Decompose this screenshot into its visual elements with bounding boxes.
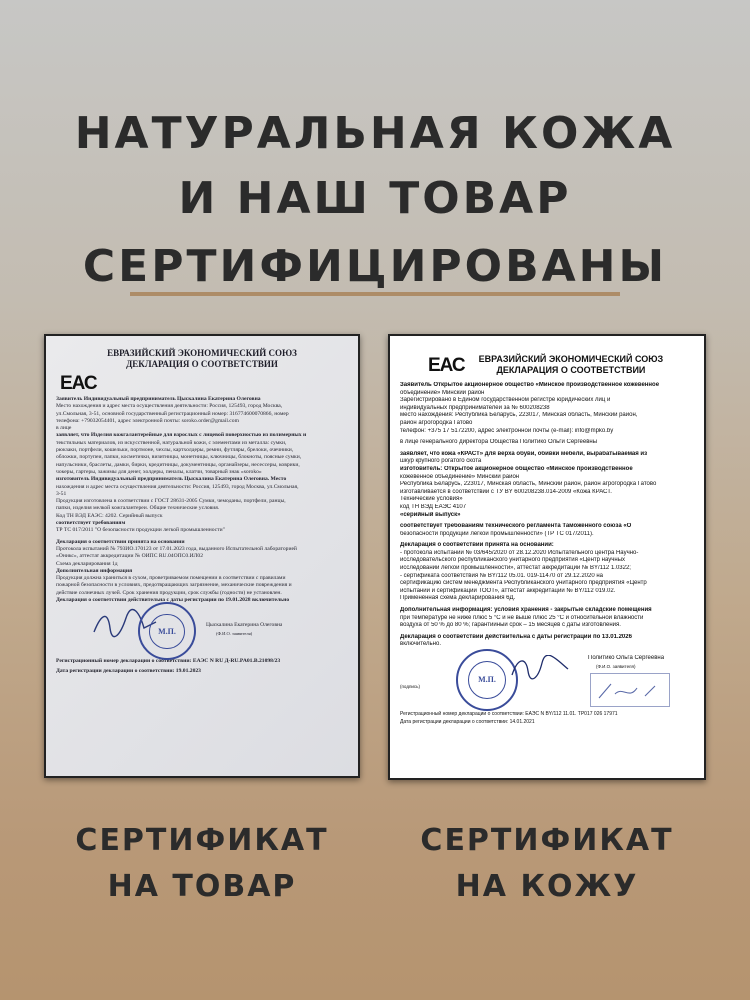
doc-line: действие солнечных лучей. Срок хранения продукции, срок службы (годности) не установлен. (56, 589, 282, 596)
registration-number: Регистрационный номер декларации о соответствии: ЕАЭС N BY/112 11.01. ТР017 026 17971 (400, 711, 618, 717)
doc-header-title: ДЕКЛАРАЦИЯ О СООТВЕТСТВИИ (496, 365, 646, 375)
doc-line: Схема декларирования 1д (56, 560, 118, 567)
doc-line: чокеры, гартеры, зажимы для денег, холдеры, пеналы, клатчи, товарный знак «soroko» (56, 468, 262, 475)
doc-line: кожевенное объединение» Минский район (400, 473, 520, 480)
doc-line: Зарегистрировано в Едином государственном регистре юридических лиц и (400, 397, 611, 404)
doc-line: папки, изделия мелкой кожгалантереи. Общие технические условия. (56, 505, 220, 512)
doc-line: заявляет, что кожа «КРАСТ» для верха обуви, обивки мебели, вырабатываемая из (400, 450, 648, 457)
doc-line: текстильных материалов, из искусственной, натуральной кожи, с элементами из металла: сумки, (56, 439, 287, 446)
doc-line: Продукция изготовлена в соответствии с ГОСТ 28631-2005 Сумки, чемоданы, портфели, ранцы, (56, 498, 286, 505)
doc-line: соответствует требованиям технического регламента Таможенного союза «О (400, 523, 632, 530)
doc-line: Код ТН ВЭД ЕАЭС: 4202. Серийный выпуск (56, 512, 163, 519)
doc-line: Дополнительная информация: условия хранения - закрытые складские помещения (400, 607, 652, 614)
doc-line: Заявитель Открытое акционерное общество «Минское производственное кожевенное (400, 382, 660, 388)
signature-block (400, 649, 694, 711)
headline-line-2: И НАШ ТОВАР (178, 173, 572, 224)
signer-name: Политико Ольга Сергеевна (588, 655, 665, 661)
doc-line: место нахождения: Республика Беларусь, 223017, Минская область, Минский район, (400, 412, 638, 419)
doc-line: телефон: +375 17 5172200, адрес электронной почты (e-mail): info@mpko.by (400, 427, 614, 434)
doc-line: объединение» Минский район (400, 389, 485, 396)
doc-line: исследовательского республиканского унитарного предприятия «Центр научных (400, 557, 625, 564)
doc-line: - протокола испытаний № 03/645/2020 от 28.12.2020 Испытательного центра Научно- (400, 549, 639, 556)
sign-caption: (подпись) (400, 684, 421, 689)
doc-line: «Оникс», аттестат аккредитации № ОИПС RU.04ОПС0.ИЛ02 (56, 553, 204, 560)
caption-leather-certificate-line-1: СЕРТИФИКАТ (420, 823, 674, 858)
doc-line: включительно. (400, 641, 441, 648)
doc-body (56, 396, 348, 604)
doc-header-title: ДЕКЛАРАЦИЯ О СООТВЕТСТВИИ (126, 359, 278, 369)
doc-line: изготовитель: Открытое акционерное общество «Минское производственное (400, 465, 633, 472)
eac-logo-icon: ЕАС (60, 373, 97, 394)
doc-line: 3-51 (56, 490, 67, 497)
leather-certificate-document[interactable] (388, 334, 706, 780)
signer-caption: (Ф.И.О. заявителя) (216, 631, 253, 637)
registration-date: Дата регистрации декларации о соответствии: 19.01.2023 (56, 667, 201, 674)
eac-logo-icon: ЕАС (428, 354, 465, 376)
doc-line: воздуха от 50 % до 80 %; гарантийный срок – 15 месяцев с даты изготовления. (400, 622, 621, 629)
doc-line: ТР ТС 017/2011 "О безопасности продукции легкой промышленности" (56, 527, 225, 534)
doc-line: ул.Смольная, 3-51, основной государственный регистрационный номер: 316774600070866, номер (56, 410, 289, 417)
doc-line: при температуре не ниже плюс 5 °С и не выше плюс 25 °С и относительной влажности (400, 614, 644, 621)
doc-line: «серийный выпуск» (400, 511, 461, 518)
caption-product-certificate-line-2: НА ТОВАР (107, 869, 297, 904)
signer-name: Цыскалина Екатерина Олеговна (206, 622, 283, 629)
registration-date: Дата регистрации декларации о соответствии: 14.01.2021 (400, 718, 535, 725)
doc-line: изготовитель Индивидуальный предприниматель Цыскалина Екатерина Олеговна. Место (56, 476, 287, 483)
doc-line: обложки, портупеи, папки, косметички, визитницы, монетницы, ключницы, блокноты, поясные сумки, (56, 454, 302, 461)
doc-line: Место нахождения и адрес места осуществления деятельности: Россия, 125493, город Москва, (56, 403, 283, 410)
doc-line: Применённая схема декларирования 6Д. (400, 595, 516, 602)
stamp-seal-icon: М.П. (138, 602, 196, 660)
doc-line: соответствует требованиям (56, 520, 126, 527)
doc-line: Декларация о соответствии действительна с даты регистрации по 19.01.2028 включительно (56, 597, 290, 604)
doc-line: Технические условия» (400, 496, 463, 503)
doc-line: в лице генерального директора Общества Политико Ольги Сергеевны (400, 439, 598, 446)
doc-line: заявляет, что Изделия кожгалантерейные для взрослых с лицевой поверхностью из полимерных и (56, 432, 307, 439)
product-certificate-document[interactable] (44, 334, 360, 778)
doc-line: шкур крупного рогатого скота (400, 458, 482, 465)
doc-line: район агрогородка Гатово (400, 419, 473, 426)
doc-line: телефона: +79032054401, адрес электронной почты: soroko.order@gmail.com (56, 417, 239, 424)
doc-line: Декларация о соответствии принята на основании: (400, 542, 554, 549)
doc-line: - сертификата соответствия № BY/112 05.01. 019-11470 от 29.12.2020 на (400, 572, 603, 579)
doc-line: пожарной безопасности в условиях, предотвращающих загрязнение, механические повреждения и (56, 582, 292, 589)
signer-caption: (Ф.И.О. заявителя) (596, 664, 636, 669)
doc-line: Продукция должна храниться в сухом, проветриваемом помещении в соответствии с правилами (56, 575, 286, 582)
doc-line: рюкзаки, портфели, кошельки, портмоне, чехлы, картхолдеры, ремни, футляры, брелоки, очечники, (56, 447, 294, 454)
doc-line: Республика Беларусь, 223017, Минская область, Минский район, район агрогородка Гатово (400, 481, 657, 488)
doc-line: код ТН ВЭД ЕАЭС 4107 (400, 503, 467, 510)
doc-line: Заявитель Индивидуальный предприниматель Цыскалина Екатерина Олеговна (56, 396, 261, 402)
registration-stamp (590, 673, 670, 707)
caption-leather-certificate-line-2: НА КОЖУ (455, 869, 639, 904)
signature-block (56, 604, 348, 658)
caption-product-certificate-line-1: СЕРТИФИКАТ (75, 823, 329, 858)
headline-underline (130, 292, 620, 296)
doc-line: в лице (56, 425, 72, 432)
headline-line-1: НАТУРАЛЬНАЯ КОЖА (74, 108, 676, 159)
doc-line: Протокола испытаний № 793ИО.170123 от 17.01.2023 года, выданного Испытательной лабораторией (56, 545, 297, 552)
doc-body (400, 382, 694, 649)
registration-number: Регистрационный номер декларации о соответствии: ЕАЭС N RU Д-RU.PA01.B.21098/23 (56, 658, 281, 665)
signature-icon (510, 655, 570, 681)
doc-line: исследований легкой промышленности», аттестат аккредитации № BY/112 1.0322; (400, 565, 631, 572)
doc-header-union: ЕВРАЗИЙСКИЙ ЭКОНОМИЧЕСКИЙ СОЮЗ (107, 348, 297, 358)
doc-line: изготавливается в соответствии с ТУ BY 600208238.014-2009 «Кожа КРАСТ. (400, 488, 612, 495)
doc-line: индивидуальных предпринимателей за № 600208238 (400, 404, 550, 411)
doc-line: испытаний и сертификации ТООТ», аттестат аккредитации № BY/112 019.02. (400, 587, 616, 594)
doc-line: Дополнительная информация (56, 567, 133, 574)
stamp-seal-icon: М.П. (456, 649, 518, 711)
doc-line: Декларация о соответствии принята на основании (56, 538, 185, 545)
doc-header-union: ЕВРАЗИЙСКИЙ ЭКОНОМИЧЕСКИЙ СОЮЗ (478, 354, 664, 364)
doc-line: сертификацию систем менеджмента Республиканского унитарного предприятия «Центр (400, 580, 647, 587)
doc-line: безопасности продукции легкой промышленности» (ТР ТС 017/2011). (400, 530, 594, 537)
doc-line: Декларация о соответствии действительна с даты регистрации по 13.01.2026 (400, 633, 632, 640)
doc-line: напульсники, браслеты, дамки, бирки, кредитницы, документницы, органайзеры, несессеры, коврики, (56, 461, 300, 468)
doc-line: нахождения и адрес места осуществления деятельности: Россия, 125493, город Москва, ул.Смольная, (56, 483, 299, 490)
headline-line-3: СЕРТИФИЦИРОВАНЫ (82, 241, 668, 292)
